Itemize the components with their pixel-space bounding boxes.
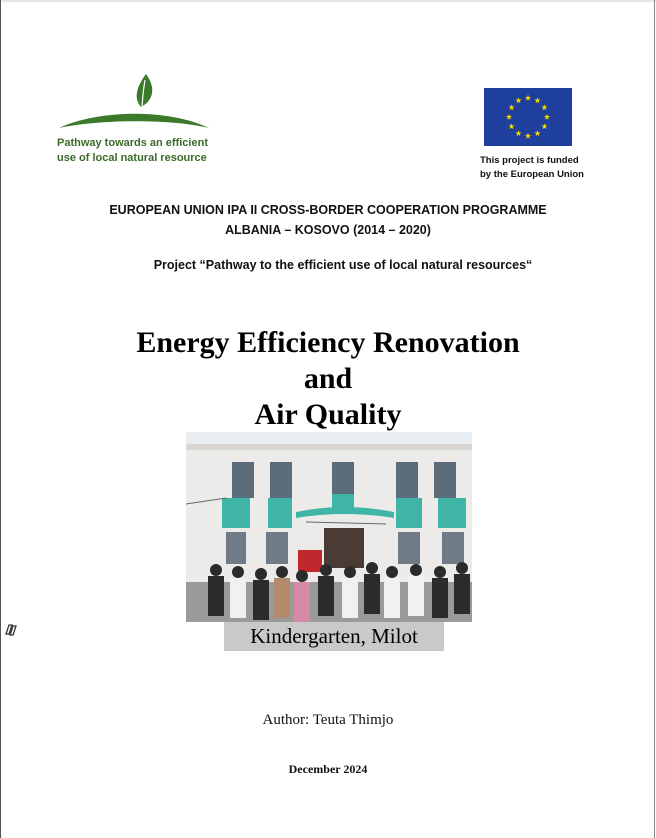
photo-caption: Kindergarten, Milot [250,624,418,648]
project-name: Project “Pathway to the efficient use of local natural resources“ [153,258,533,272]
publication-date: December 2024 [288,762,368,776]
copilot-icon[interactable] [3,622,19,638]
author-line: Author: Teuta Thimjo [262,712,394,728]
logo-caption-line1: Pathway towards an efficient [57,137,208,149]
document-title-line1: Energy Efficiency Renovation [136,326,520,359]
eu-flag-icon [484,88,572,146]
document-title-line2: and [303,362,353,395]
logo-caption-line2: use of local natural resource [57,152,207,164]
project-logo [57,70,227,170]
programme-period: ALBANIA – KOSOVO (2014 – 2020) [225,223,431,237]
building-photo-illustration [186,432,472,622]
kindergarten-building-photo [186,432,472,622]
eu-funding-note [480,154,630,182]
eu-funding-line1: This project is funded [480,155,579,166]
eu-funding-line2: by the European Union [480,169,584,180]
page-top-edge [0,0,656,2]
logo-caption [57,136,257,166]
programme-title: EUROPEAN UNION IPA II CROSS-BORDER COOPERATION PROGRAMME [109,203,547,217]
document-title-line3: Air Quality [254,398,402,431]
leaf-logo-icon [57,70,217,134]
